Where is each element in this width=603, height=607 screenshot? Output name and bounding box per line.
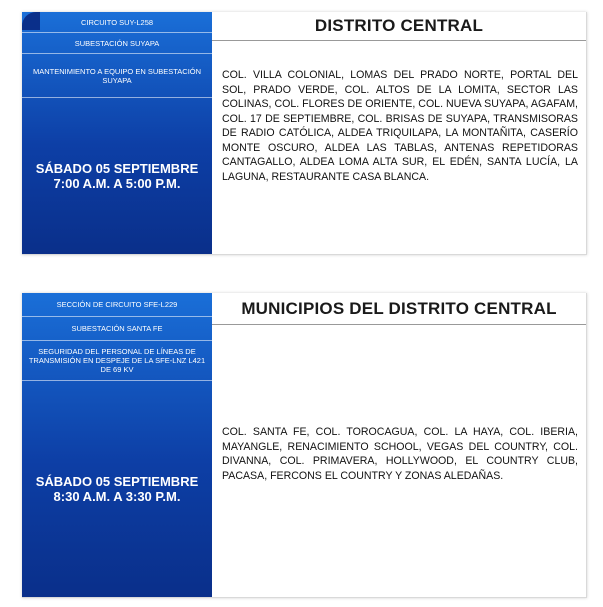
substation-label: SUBESTACIÓN SANTA FE (22, 317, 212, 341)
circuit-label: CIRCUITO SUY-L258 (22, 12, 212, 33)
outage-card-1 (22, 12, 587, 255)
outage-card-2 (22, 293, 587, 598)
schedule-date: SÁBADO 05 SEPTIEMBRE (35, 474, 199, 489)
area-title: MUNICIPIOS DEL DISTRITO CENTRAL (212, 293, 586, 325)
circuit-label: SECCIÓN DE CIRCUITO SFE-L229 (22, 293, 212, 317)
area-title: DISTRITO CENTRAL (212, 12, 586, 41)
card-info-panel (22, 12, 212, 254)
schedule-time: 7:00 A.M. A 5:00 P.M. (53, 176, 181, 191)
work-description: MANTENIMIENTO A EQUIPO EN SUBESTACIÓN SUYAPA (22, 54, 212, 98)
affected-areas-text: COL. SANTA FE, COL. TOROCAGUA, COL. LA HAYA, COL. IBERIA, MAYANGLE, RENACIMIENTO SCHOOL, VEGAS DEL COUNTRY, COL. DIVANNA, COL. PRIMAVERA, HOLLYWOOD, EL COUNTRY CLUB, PACASA, FERCONS EL COUNTRY Y ZONAS ALEDAÑAS. (222, 426, 578, 482)
substation-label: SUBESTACIÓN SUYAPA (22, 33, 212, 54)
schedule-date: SÁBADO 05 SEPTIEMBRE (35, 161, 199, 176)
card-info-panel (22, 293, 212, 597)
affected-areas-text: COL. VILLA COLONIAL, LOMAS DEL PRADO NORTE, PORTAL DEL SOL, PRADO VERDE, COL. ALTOS DE LA LOMITA, SECTOR LAS COLINAS, COL. FLORES DE ORIENTE, COL. NUEVA SUYAPA, AGAFAM, COL. 17 DE SEPTIEMBRE, COL. BRISAS DE SUYAPA, TRANSMISORAS DE RADIO CATÓLICA, ALDEA TRIQUILAPA, LA MONTAÑITA, CASERÍO MONTE OSCURO, ALDEA LAS TABLAS, ANTENAS REPETIDORAS CANTAGALLO, ALDEA LOMA ALTA SUR, EL EDÉN, SANTA LUCÍA, LA LAGUNA, RESTAURANTE CASA BLANCA. (222, 69, 578, 183)
schedule (22, 98, 212, 254)
schedule-time: 8:30 A.M. A 3:30 P.M. (53, 489, 181, 504)
work-description: SEGURIDAD DEL PERSONAL DE LÍNEAS DE TRANSMISIÓN EN DESPEJE DE LA SFE-LNZ L421 DE 69 KV (22, 341, 212, 381)
schedule (22, 381, 212, 597)
